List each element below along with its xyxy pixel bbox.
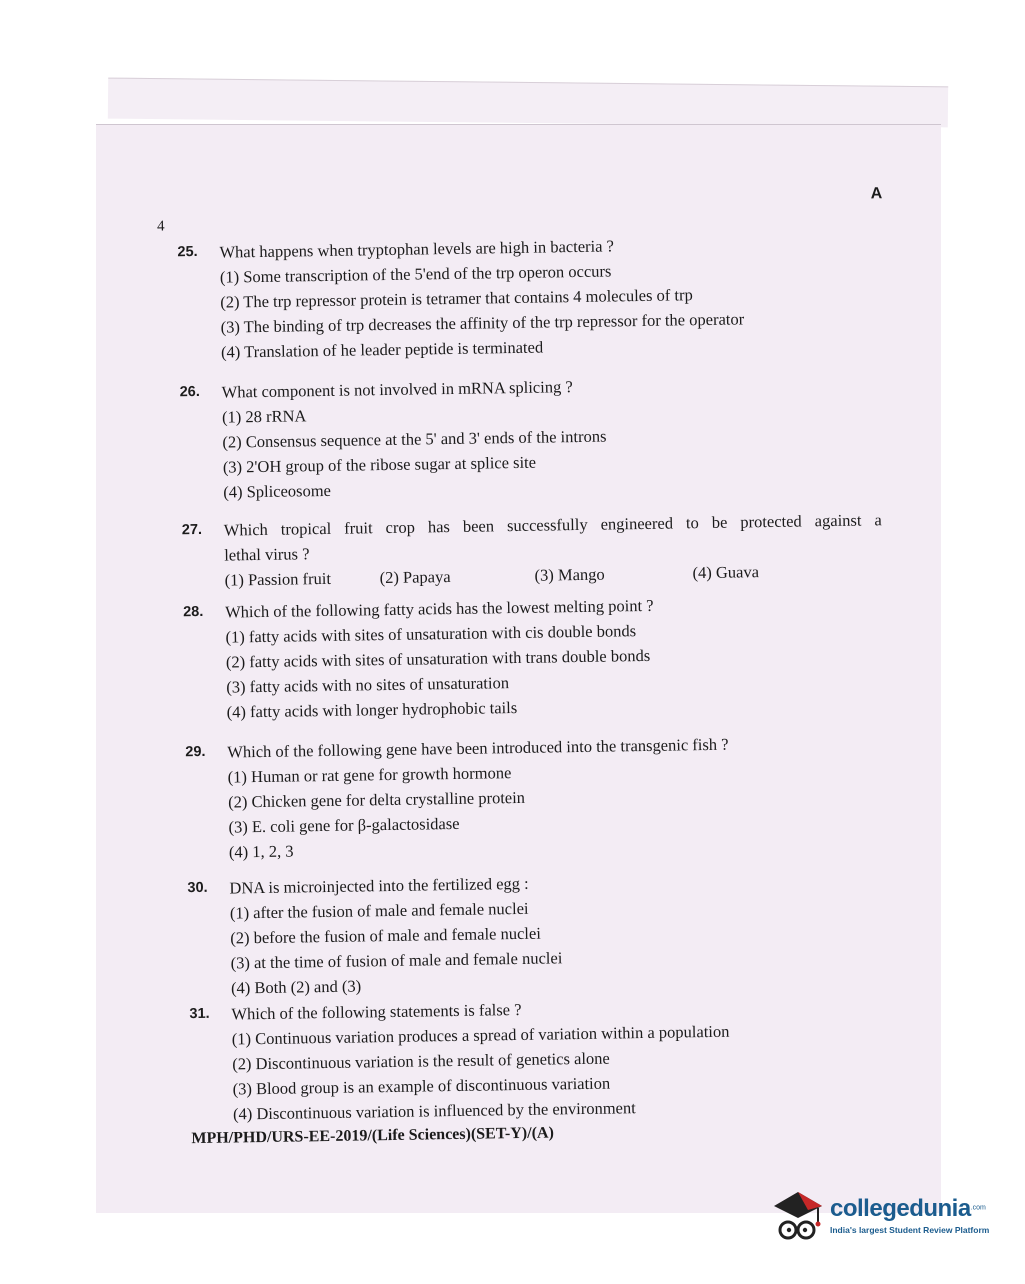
option-1: (1) Continuous variation produces a spread of variation within a population (231, 1021, 730, 1049)
options-list (183, 614, 884, 725)
question-31 (189, 991, 891, 1127)
question-text: Which of the following fatty acids has the lowest melting point ? (224, 595, 654, 622)
watermark-text (830, 1195, 989, 1235)
option-2: (2) Chicken gene for delta crystalline protein (227, 787, 526, 812)
set-letter: A (870, 185, 883, 203)
option-1: (1) fatty acids with sites of unsaturation with cis double bonds (225, 621, 637, 647)
question-28 (183, 589, 885, 725)
option-1: (1) after the fusion of male and female nuclei (229, 898, 529, 923)
option-1: (1) 28 rRNA (221, 406, 307, 427)
option-3: (3) Mango (534, 564, 605, 585)
page-content (88, 118, 950, 1219)
option-2: (2) before the fusion of male and female nuclei (230, 923, 541, 948)
option-4: (4) Guava (692, 562, 760, 583)
options-list (186, 754, 887, 865)
question-26 (179, 369, 881, 505)
question-text: What component is not involved in mRNA splicing ? (221, 377, 573, 402)
question-29 (185, 729, 887, 865)
question-number: 29. (185, 743, 206, 761)
option-3: (3) E. coli gene for β-galactosidase (228, 813, 460, 837)
options-list (178, 254, 879, 365)
page-footer: MPH/PHD/URS-EE-2019/(Life Sciences)(SET-Y)/(A) (191, 1124, 554, 1148)
options-list (180, 394, 881, 505)
question-text: Which of the following statements is false ? (231, 999, 522, 1024)
collegedunia-watermark (768, 1180, 998, 1250)
watermark-name: collegedunia (830, 1195, 971, 1222)
page-number: 4 (156, 218, 165, 235)
option-2: (2) fatty acids with sites of unsaturation with trans double bonds (225, 645, 651, 672)
question-text: Which tropical fruit crop has been successfully engineered to be protected against a (223, 510, 882, 540)
question-25 (177, 229, 879, 365)
question-number: 25. (177, 243, 198, 261)
option-4: (4) Spliceosome (223, 480, 332, 502)
question-text: Which of the following gene have been introduced into the transgenic fish ? (227, 734, 729, 762)
question-number: 27. (181, 521, 203, 539)
option-3: (3) at the time of fusion of male and female nuclei (230, 948, 563, 973)
graduate-mascot-icon (768, 1184, 826, 1246)
question-number: 31. (189, 1005, 210, 1023)
options-list (190, 1016, 891, 1127)
option-1: (1) Human or rat gene for growth hormone (227, 763, 512, 787)
question-text: What happens when tryptophan levels are high in bacteria ? (219, 236, 615, 262)
question-30 (187, 865, 889, 1001)
option-2: (2) The trp repressor protein is tetramer that contains 4 molecules of trp (220, 285, 693, 312)
question-text: DNA is microinjected into the fertilized egg : (229, 873, 529, 898)
watermark-suffix: .com (970, 1204, 986, 1212)
option-3: (3) fatty acids with no sites of unsaturation (226, 673, 510, 697)
option-2: (2) Discontinuous variation is the result of genetics alone (232, 1048, 610, 1074)
exam-page (96, 124, 941, 1213)
option-1: (1) Some transcription of the 5'end of the trp operon occurs (219, 261, 612, 287)
option-4: (4) Translation of he leader peptide is terminated (220, 337, 544, 362)
option-2: (2) Papaya (379, 567, 451, 588)
option-1: (1) Passion fruit (224, 568, 332, 590)
option-3: (3) The binding of trp decreases the affinity of the trp repressor for the operator (220, 309, 745, 337)
question-number: 28. (183, 603, 204, 621)
question-text-continued: lethal virus ? (224, 544, 310, 565)
options-list (188, 890, 889, 1001)
option-2: (2) Consensus sequence at the 5' and 3' ends of the introns (222, 426, 607, 452)
option-4: (4) Both (2) and (3) (230, 976, 362, 998)
option-3: (3) 2'OH group of the ribose sugar at splice site (222, 452, 537, 477)
option-4: (4) fatty acids with longer hydrophobic tails (226, 697, 518, 722)
question-27 (182, 507, 883, 593)
option-4: (4) Discontinuous variation is influenced by the environment (232, 1098, 636, 1124)
option-3: (3) Blood group is an example of discontinuous variation (232, 1073, 611, 1099)
question-number: 30. (187, 879, 208, 897)
question-number: 26. (179, 383, 200, 401)
watermark-tagline: India's largest Student Review Platform (830, 1225, 990, 1235)
option-4: (4) 1, 2, 3 (228, 841, 294, 862)
